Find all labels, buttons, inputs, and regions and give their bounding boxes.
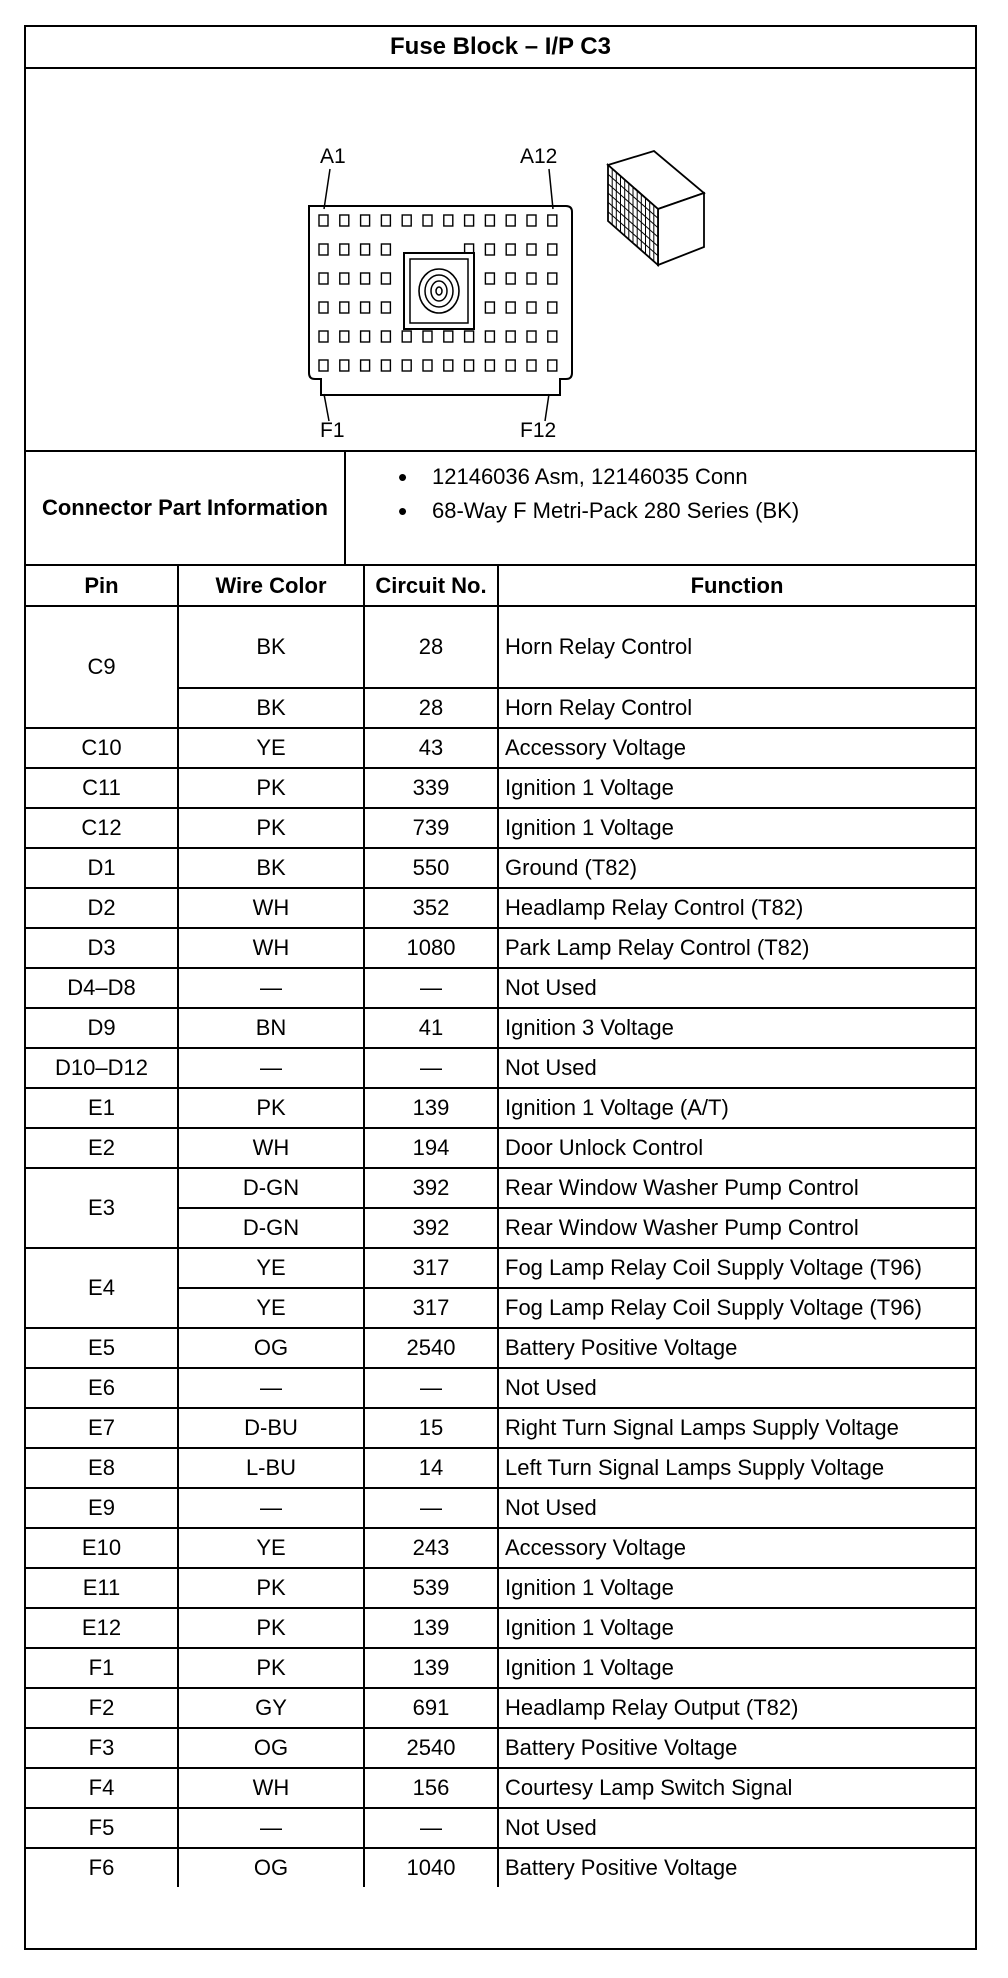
pin-cell: C9 [26, 606, 178, 728]
circuit-cell: 2540 [364, 1328, 498, 1368]
wire-color-cell: PK [178, 768, 364, 808]
function-cell: Ignition 1 Voltage [498, 1568, 975, 1608]
center-bolt [404, 253, 474, 329]
pin-cell: E5 [26, 1328, 178, 1368]
wire-color-cell: — [178, 1808, 364, 1848]
pin-cavity [465, 360, 474, 371]
pin-cavity [527, 244, 536, 255]
pin-cavity [423, 331, 432, 342]
wire-color-cell: D-GN [178, 1168, 364, 1208]
function-cell: Rear Window Washer Pump Control [498, 1208, 975, 1248]
pin-cavity [361, 244, 370, 255]
function-cell: Right Turn Signal Lamps Supply Voltage [498, 1408, 975, 1448]
pin-cavity [361, 215, 370, 226]
pin-cavity [319, 215, 328, 226]
table-row [26, 728, 975, 768]
pin-cavity [506, 302, 515, 313]
pin-cavity [444, 331, 453, 342]
label-a12: A12 [520, 145, 558, 168]
pin-cavity [485, 215, 494, 226]
table-row [26, 1808, 975, 1848]
pin-cavity [319, 244, 328, 255]
pin-cavity [527, 215, 536, 226]
pin-cavity [381, 302, 390, 313]
connector-info-item: • 68-Way F Metri-Pack 280 Series (BK) [346, 494, 799, 528]
table-row [26, 928, 975, 968]
wire-color-cell: — [178, 1488, 364, 1528]
connector-figure [26, 69, 975, 452]
circuit-cell: 41 [364, 1008, 498, 1048]
function-cell: Not Used [498, 1368, 975, 1408]
connector-info-item: • 12146036 Asm, 12146035 Conn [346, 460, 799, 494]
table-row [26, 848, 975, 888]
wire-color-cell: — [178, 1048, 364, 1088]
pin-cavity [361, 360, 370, 371]
label-a1: A1 [320, 145, 346, 168]
pin-cavity [485, 331, 494, 342]
pin-cavity [423, 215, 432, 226]
page-title: Fuse Block – I/P C3 [26, 27, 975, 69]
pin-cavity [485, 360, 494, 371]
connector-diagram [26, 69, 975, 450]
table-row [26, 1168, 975, 1208]
pin-cell: F6 [26, 1848, 178, 1887]
pin-cavity [548, 331, 557, 342]
function-cell: Ignition 1 Voltage [498, 768, 975, 808]
pin-cavity [361, 273, 370, 284]
pin-cavity [361, 302, 370, 313]
wire-color-cell: OG [178, 1328, 364, 1368]
wire-color-cell: BN [178, 1008, 364, 1048]
pin-cavity [402, 331, 411, 342]
table-row [26, 1408, 975, 1448]
pin-cavity [319, 302, 328, 313]
pin-cell: E7 [26, 1408, 178, 1448]
wire-color-cell: YE [178, 1248, 364, 1288]
wire-color-cell: OG [178, 1728, 364, 1768]
function-cell: Courtesy Lamp Switch Signal [498, 1768, 975, 1808]
wire-color-cell: PK [178, 1648, 364, 1688]
circuit-cell: 28 [364, 606, 498, 688]
pin-cavity [506, 273, 515, 284]
circuit-cell: — [364, 1048, 498, 1088]
circuit-cell: 317 [364, 1288, 498, 1328]
pin-cavity [506, 331, 515, 342]
pin-cell: F1 [26, 1648, 178, 1688]
wire-color-cell: BK [178, 688, 364, 728]
function-cell: Not Used [498, 1808, 975, 1848]
table-row [26, 606, 975, 688]
circuit-cell: 14 [364, 1448, 498, 1488]
header-pin: Pin [26, 566, 178, 606]
pin-cell: C12 [26, 808, 178, 848]
pin-cavity [527, 331, 536, 342]
pin-cavity [340, 331, 349, 342]
table-row [26, 1328, 975, 1368]
circuit-cell: 15 [364, 1408, 498, 1448]
function-cell: Ignition 1 Voltage [498, 1608, 975, 1648]
pin-cell: F5 [26, 1808, 178, 1848]
pin-cell: D2 [26, 888, 178, 928]
function-cell: Horn Relay Control [498, 606, 975, 688]
pin-cavity [340, 244, 349, 255]
pin-cell: D3 [26, 928, 178, 968]
pin-cavity [361, 331, 370, 342]
pin-cell: E2 [26, 1128, 178, 1168]
circuit-cell: 28 [364, 688, 498, 728]
circuit-cell: — [364, 1808, 498, 1848]
pinout-table [26, 566, 975, 1887]
function-cell: Ignition 1 Voltage [498, 808, 975, 848]
pin-cavity [381, 244, 390, 255]
function-cell: Left Turn Signal Lamps Supply Voltage [498, 1448, 975, 1488]
circuit-cell: — [364, 1488, 498, 1528]
wire-color-cell: WH [178, 928, 364, 968]
circuit-cell: 194 [364, 1128, 498, 1168]
table-row [26, 808, 975, 848]
pin-cavity [381, 360, 390, 371]
circuit-cell: 352 [364, 888, 498, 928]
function-cell: Battery Positive Voltage [498, 1848, 975, 1887]
pin-cavity [485, 273, 494, 284]
pin-cavity [548, 244, 557, 255]
pin-cell: E1 [26, 1088, 178, 1128]
wire-color-cell: YE [178, 1528, 364, 1568]
pin-cavity [444, 215, 453, 226]
function-cell: Ignition 1 Voltage [498, 1648, 975, 1688]
pin-cell: D4–D8 [26, 968, 178, 1008]
table-row [26, 1488, 975, 1528]
pin-cavity [506, 215, 515, 226]
table-row [26, 1848, 975, 1887]
table-row [26, 1568, 975, 1608]
function-cell: Battery Positive Voltage [498, 1328, 975, 1368]
pin-cavity [340, 360, 349, 371]
pin-cavity [485, 302, 494, 313]
wire-color-cell: WH [178, 1768, 364, 1808]
wire-color-cell: PK [178, 1088, 364, 1128]
pin-cavity [340, 215, 349, 226]
pin-cavity [527, 302, 536, 313]
pin-cavity [340, 273, 349, 284]
pin-cavity [527, 273, 536, 284]
wire-color-cell: PK [178, 1568, 364, 1608]
function-cell: Accessory Voltage [498, 1528, 975, 1568]
pin-cavity [548, 273, 557, 284]
pin-cell: F2 [26, 1688, 178, 1728]
table-row [26, 1088, 975, 1128]
function-cell: Accessory Voltage [498, 728, 975, 768]
circuit-cell: 139 [364, 1608, 498, 1648]
pin-cavity [465, 331, 474, 342]
function-cell: Headlamp Relay Control (T82) [498, 888, 975, 928]
function-cell: Ignition 3 Voltage [498, 1008, 975, 1048]
table-row [26, 1728, 975, 1768]
pin-cell: C11 [26, 768, 178, 808]
circuit-cell: 1080 [364, 928, 498, 968]
table-row [26, 1128, 975, 1168]
table-row [26, 1648, 975, 1688]
table-row [26, 1688, 975, 1728]
connector-sheet [24, 25, 977, 1950]
wire-color-cell: BK [178, 848, 364, 888]
pin-cell: F3 [26, 1728, 178, 1768]
header-wire-color: Wire Color [178, 566, 364, 606]
circuit-cell: 1040 [364, 1848, 498, 1887]
function-cell: Not Used [498, 1048, 975, 1088]
circuit-cell: 339 [364, 768, 498, 808]
table-row [26, 968, 975, 1008]
pin-cell: E6 [26, 1368, 178, 1408]
function-cell: Ignition 1 Voltage (A/T) [498, 1088, 975, 1128]
function-cell: Ground (T82) [498, 848, 975, 888]
wire-color-cell: L-BU [178, 1448, 364, 1488]
table-row [26, 1768, 975, 1808]
pin-cell: D10–D12 [26, 1048, 178, 1088]
pin-cavity [465, 215, 474, 226]
function-cell: Park Lamp Relay Control (T82) [498, 928, 975, 968]
pin-cell: D1 [26, 848, 178, 888]
pin-cell: E8 [26, 1448, 178, 1488]
connector-info-label: Connector Part Information [26, 452, 346, 564]
pin-cavity [444, 360, 453, 371]
wire-color-cell: YE [178, 1288, 364, 1328]
pin-cell: E4 [26, 1248, 178, 1328]
pin-cavity [548, 302, 557, 313]
header-circuit-no: Circuit No. [364, 566, 498, 606]
pin-cavity [402, 215, 411, 226]
wire-color-cell: GY [178, 1688, 364, 1728]
function-cell: Headlamp Relay Output (T82) [498, 1688, 975, 1728]
table-row [26, 1248, 975, 1288]
table-row [26, 1008, 975, 1048]
function-cell: Door Unlock Control [498, 1128, 975, 1168]
circuit-cell: 139 [364, 1088, 498, 1128]
circuit-cell: — [364, 968, 498, 1008]
pin-cavity [506, 244, 515, 255]
label-f12: F12 [520, 419, 557, 442]
table-row [26, 1608, 975, 1648]
pin-cavity [548, 360, 557, 371]
pin-cell: D9 [26, 1008, 178, 1048]
pin-cavity [527, 360, 536, 371]
pin-cavity [548, 215, 557, 226]
circuit-cell: 539 [364, 1568, 498, 1608]
table-row [26, 1368, 975, 1408]
pin-cell: C10 [26, 728, 178, 768]
circuit-cell: 392 [364, 1168, 498, 1208]
function-cell: Fog Lamp Relay Coil Supply Voltage (T96) [498, 1288, 975, 1328]
connector-info-list [346, 460, 799, 528]
wire-color-cell: PK [178, 1608, 364, 1648]
pin-cavity [402, 360, 411, 371]
table-row [26, 1048, 975, 1088]
circuit-cell: 139 [364, 1648, 498, 1688]
connector-3d-view [608, 151, 704, 265]
pin-cavity [319, 273, 328, 284]
pin-cavity [319, 331, 328, 342]
circuit-cell: 691 [364, 1688, 498, 1728]
pin-cell: E11 [26, 1568, 178, 1608]
wire-color-cell: BK [178, 606, 364, 688]
pin-cell: E12 [26, 1608, 178, 1648]
circuit-cell: 392 [364, 1208, 498, 1248]
wire-color-cell: — [178, 1368, 364, 1408]
wire-color-cell: D-BU [178, 1408, 364, 1448]
pin-cavity [381, 273, 390, 284]
connector-part-info [26, 452, 975, 566]
table-header-row [26, 566, 975, 606]
circuit-cell: 43 [364, 728, 498, 768]
pin-cavity [381, 331, 390, 342]
wire-color-cell: WH [178, 1128, 364, 1168]
pin-cell: F4 [26, 1768, 178, 1808]
function-cell: Not Used [498, 968, 975, 1008]
function-cell: Horn Relay Control [498, 688, 975, 728]
circuit-cell: 243 [364, 1528, 498, 1568]
wire-color-cell: — [178, 968, 364, 1008]
pin-cavity [506, 360, 515, 371]
circuit-cell: 2540 [364, 1728, 498, 1768]
circuit-cell: — [364, 1368, 498, 1408]
table-row [26, 1528, 975, 1568]
wire-color-cell: YE [178, 728, 364, 768]
function-cell: Fog Lamp Relay Coil Supply Voltage (T96) [498, 1248, 975, 1288]
pin-cell: E10 [26, 1528, 178, 1568]
circuit-cell: 317 [364, 1248, 498, 1288]
pin-cavity [319, 360, 328, 371]
circuit-cell: 156 [364, 1768, 498, 1808]
pin-cell: E3 [26, 1168, 178, 1248]
pin-cavity [340, 302, 349, 313]
circuit-cell: 739 [364, 808, 498, 848]
function-cell: Rear Window Washer Pump Control [498, 1168, 975, 1208]
label-f1: F1 [320, 419, 345, 442]
header-function: Function [498, 566, 975, 606]
pin-cavity [423, 360, 432, 371]
table-row [26, 1448, 975, 1488]
wire-color-cell: WH [178, 888, 364, 928]
circuit-cell: 550 [364, 848, 498, 888]
wire-color-cell: D-GN [178, 1208, 364, 1248]
table-row [26, 768, 975, 808]
table-row [26, 888, 975, 928]
function-cell: Battery Positive Voltage [498, 1728, 975, 1768]
pin-cell: E9 [26, 1488, 178, 1528]
function-cell: Not Used [498, 1488, 975, 1528]
wire-color-cell: OG [178, 1848, 364, 1887]
pin-cavity [485, 244, 494, 255]
wire-color-cell: PK [178, 808, 364, 848]
pin-cavity [381, 215, 390, 226]
